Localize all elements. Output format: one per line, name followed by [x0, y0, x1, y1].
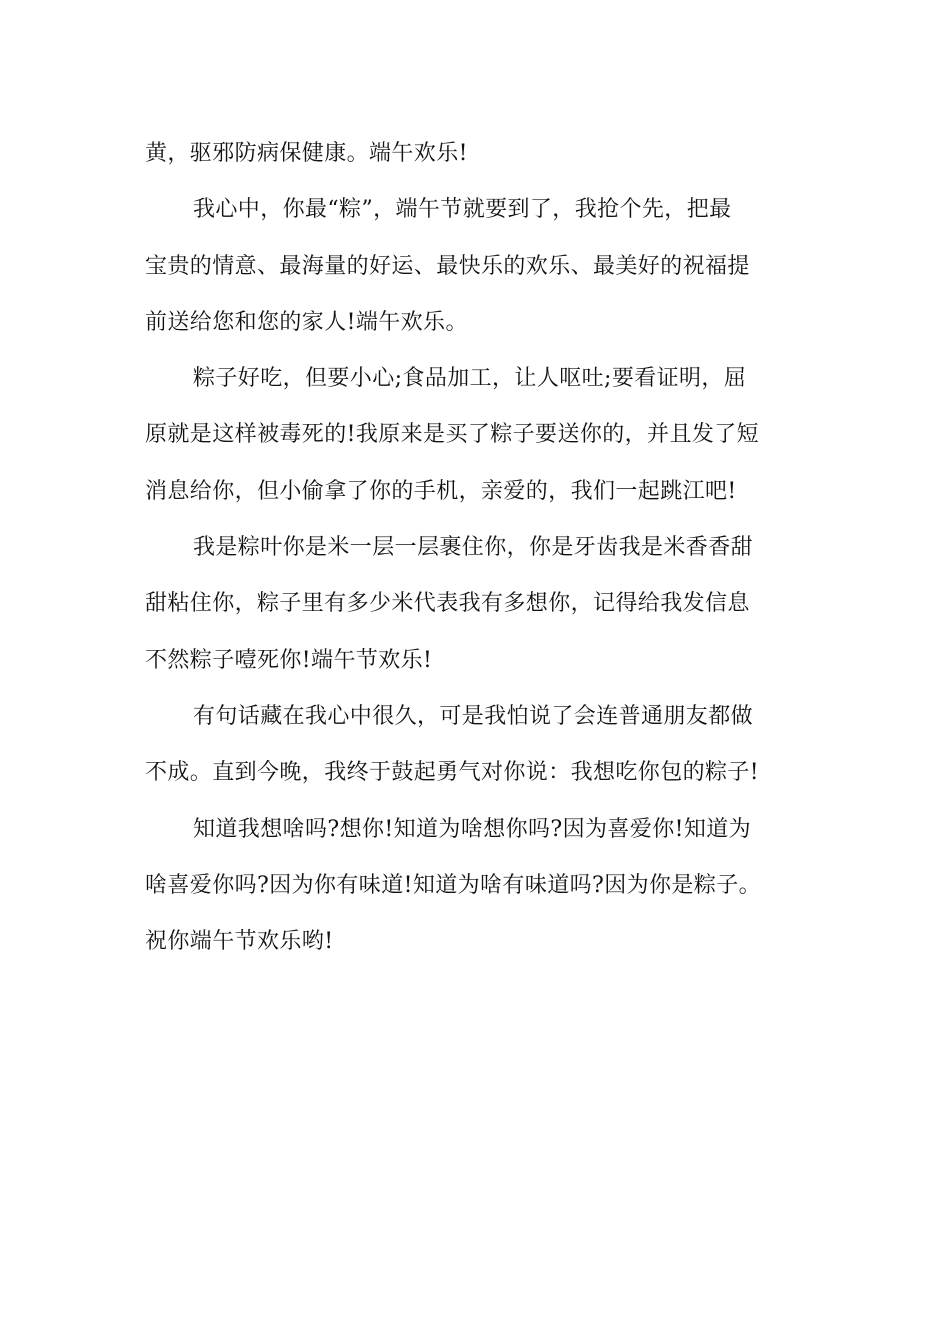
paragraph-first-line: 粽子好吃，但要小心;食品加工，让人呕吐;要看证明，屈	[193, 366, 747, 392]
text-line: 啥喜爱你吗?因为你有味道!知道为啥有味道吗?因为你是粽子。	[145, 872, 762, 898]
text-line: 宝贵的情意、最海量的好运、最快乐的欢乐、最美好的祝福提	[145, 253, 750, 279]
text-line: 不然粽子噎死你!端午节欢乐!	[145, 647, 433, 673]
text-line: 黄，驱邪防病保健康。端午欢乐!	[145, 141, 468, 166]
text-line: 不成。直到今晚，我终于鼓起勇气对你说：我想吃你包的粽子!	[145, 760, 760, 786]
text-line: 祝你端午节欢乐哟!	[145, 929, 334, 955]
document-body	[145, 126, 807, 970]
text-line: 消息给你，但小偷拿了你的手机，亲爱的，我们一起跳江吧!	[145, 478, 737, 504]
paragraph-first-line: 有句话藏在我心中很久，可是我怕说了会连普通朋友都做	[193, 703, 754, 729]
text-line: 原就是这样被毒死的!我原来是买了粽子要送你的，并且发了短	[145, 422, 760, 448]
text-line: 甜粘住你，粽子里有多少米代表我有多想你，记得给我发信息	[145, 591, 750, 617]
paragraph-first-line: 知道我想啥吗?想你!知道为啥想你吗?因为喜爱你!知道为	[193, 816, 752, 842]
text-line: 前送给您和您的家人!端午欢乐。	[145, 309, 468, 335]
paragraph-first-line: 我是粽叶你是米一层一层裹住你，你是牙齿我是米香香甜	[193, 535, 754, 561]
paragraph-first-line: 我心中，你最“粽”，端午节就要到了，我抢个先，把最	[193, 197, 732, 223]
